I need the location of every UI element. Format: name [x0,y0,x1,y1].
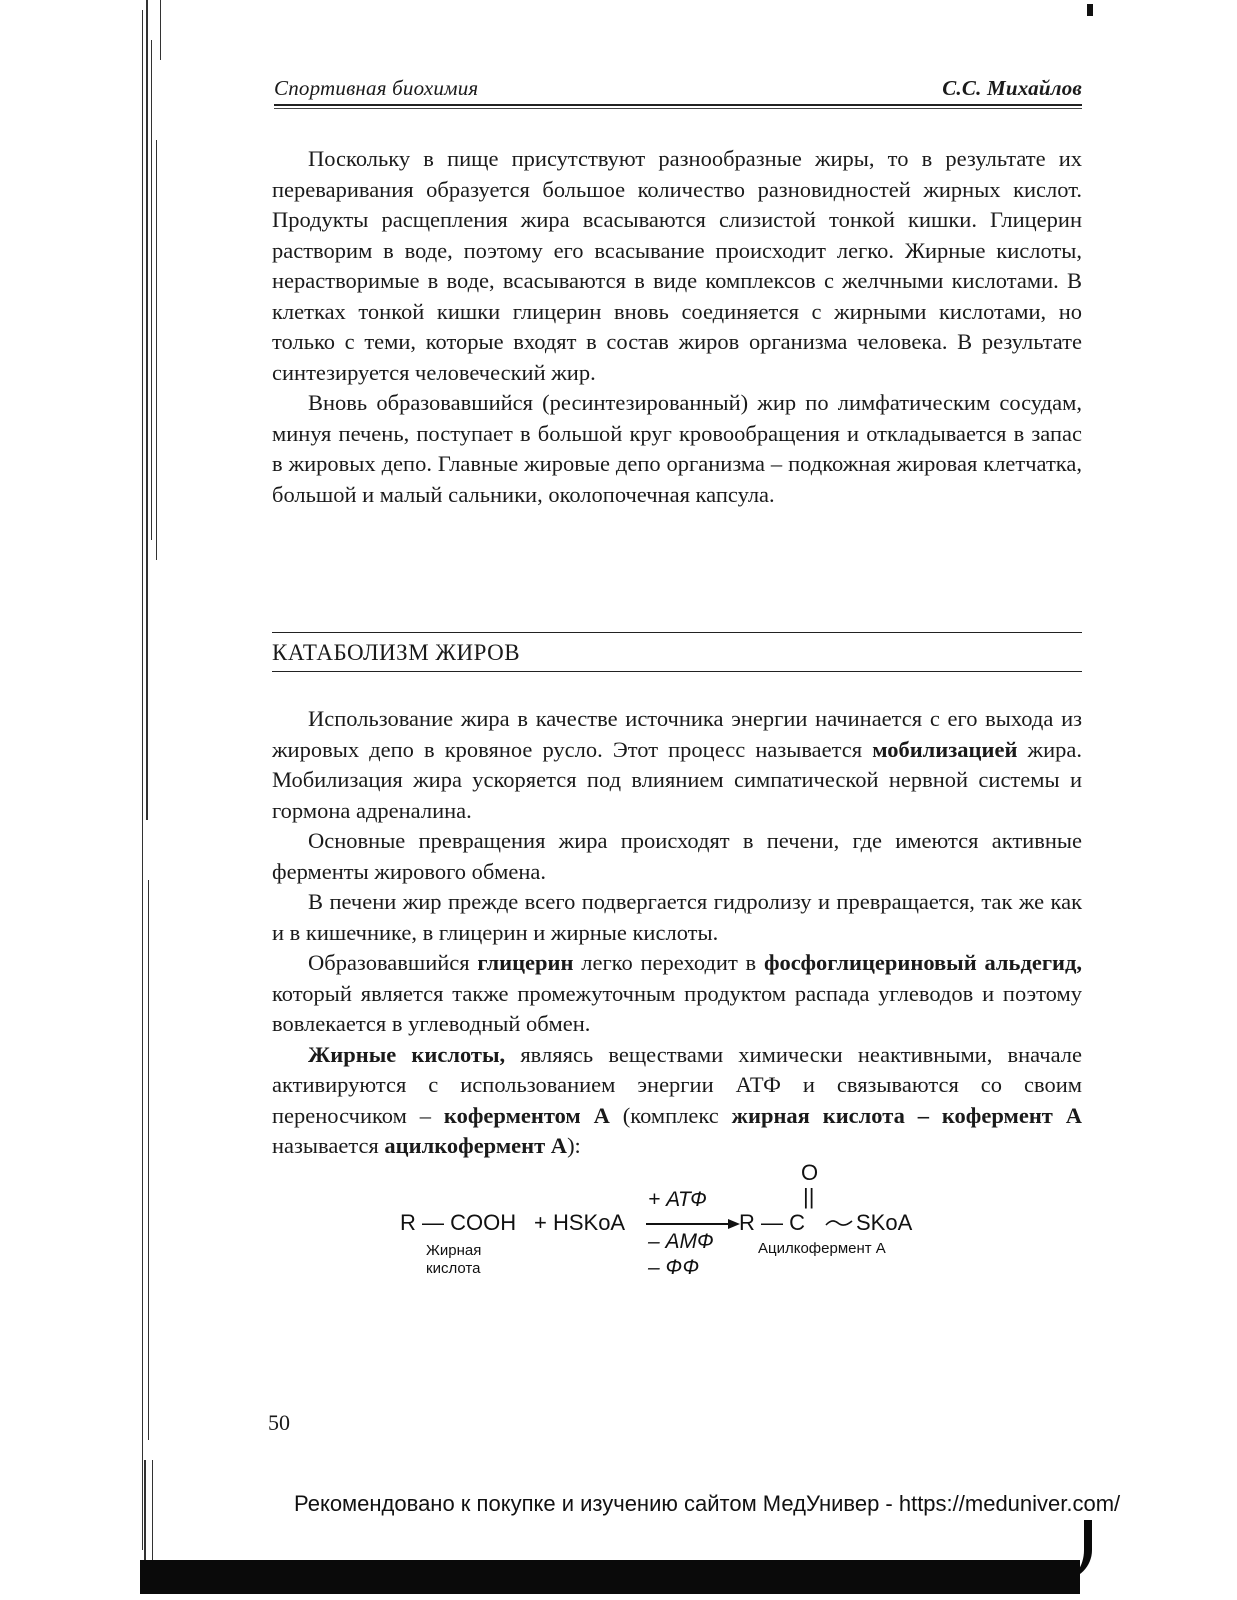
term-complex: жирная кислота – кофермент А [731,1102,1083,1128]
scan-bottom-bar [140,1560,1080,1594]
scan-binding-marks [138,0,172,1560]
section-rule-bottom [272,671,1082,672]
eq-product-rc: R — C [739,1210,805,1235]
eq-below-arrow-amp: – АМФ [648,1230,714,1253]
eq-reactant-coa: + HSKoA [534,1210,626,1235]
paragraph: В печени жир прежде всего подвергается гидролизу и превращается, так же как и в кишечнике, в глицерин и жирные кислоты. [272,889,1082,945]
paragraph: Жирные кислоты, являясь веществами химически неактивными, вначале активируются с использованием энергии АТФ и связываются со своим переносчиком – коферментом А (комплекс жирная кислота – кофермент А называется ацилкофермент А): [272,1041,1083,1158]
paragraph: Поскольку в пище присутствуют разнообразные жиры, то в результате их переваривания образуется большое количество разновидностей жирных кислот. Продукты расщепления жира всасываются слизистой тонкой кишки. Глицерин растворим в воде, поэтому его всасывание происходит легко. Жирные кислоты, нерастворимые в воде, всасываются в виде комплексов с желчными кислотами. В клетках тонкой кишки глицерин вновь соединяется с жирными кислотами, но только с теми, которые входят в состав жиров организма человека. В результате синтезируется человеческий жир. [272,146,1082,385]
term-glycerol: глицерин [477,950,574,975]
paragraph: Основные превращения жира происходят в печени, где имеются активные ферменты жирового обмена. [272,828,1082,884]
paragraph: Вновь образовавшийся (ресинтезированный) жир по лимфатическим сосудам, минуя печень, поступает в большой круг кровообращения и откладывается в запас в жировых депо. Главные жировые депо организма – подкожная жировая клетчатка, большой и малый сальники, околопочечная капсула. [272,390,1082,507]
reaction-arrow-icon [646,1218,740,1230]
eq-label-fatty-acid-2: кислота [426,1260,481,1277]
eq-below-arrow-pp: – ФФ [648,1256,700,1279]
eq-above-arrow: + АТФ [648,1188,707,1211]
eq-product-skoa: SKoA [856,1210,913,1235]
term-coenzyme-a: коферментом А [443,1102,610,1128]
term-phosphoglyceraldehyde: фосфоглицериновый альдегид, [763,950,1083,975]
term-mobilization: мобилизацией [872,736,1018,762]
book-title: Спортивная биохимия [274,76,479,100]
section-title: КАТАБОЛИЗМ ЖИРОВ [272,640,521,665]
eq-oxygen: O [801,1160,819,1185]
term-fatty-acids: Жирные кислоты, [308,1041,506,1067]
page-number: 50 [268,1410,290,1435]
paragraph: Использование жира в качестве источника энергии начинается с его выхода из жировых депо в кровяное русло. Этот процесс называется мобилизацией жира. Мобилизация жира ускоряется под влиянием симпатической нервной системы и гормона адреналина. [272,706,1082,823]
eq-label-acyl-coa: Ацилкофермент А [758,1240,886,1257]
header-rule-thin [274,108,1082,109]
paragraph: Образовавшийся глицерин легко переходит в фосфоглицериновый альдегид, который является также промежуточным продуктом распада углеводов и поэтому вовлекается в углеводный обмен. [272,950,1083,1036]
scan-mark [1087,4,1093,16]
eq-reactant-fatty-acid: R — COOH [400,1210,517,1235]
term-acyl-coa: ацилкофермент А [384,1133,568,1158]
chemical-equation [400,1160,960,1300]
header-rule [274,104,1082,106]
section-rule-top [272,632,1082,633]
eq-double-bond: || [803,1184,815,1209]
footer-recommendation: Рекомендовано к покупке и изучению сайтом МедУнивер - https://meduniver.com/ [294,1491,1121,1516]
running-head [274,76,1082,101]
author-name: С.С. Михайлов [942,76,1082,100]
section-catabolism [272,704,1082,1162]
thioester-bond-icon [824,1216,854,1230]
eq-label-fatty-acid-1: Жирная [426,1242,482,1259]
section-digestion [272,144,1082,510]
